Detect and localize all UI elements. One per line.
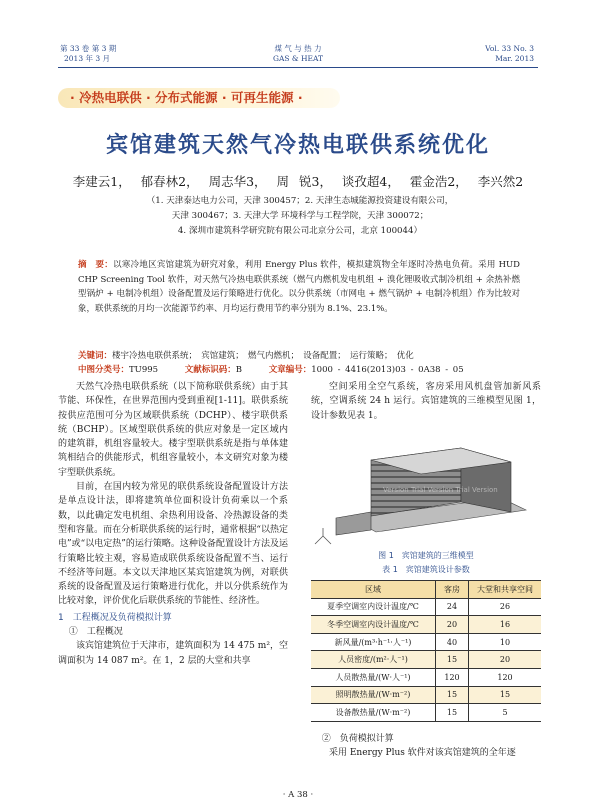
body-paragraph: 空间采用全空气系统，客房采用风机盘管加新风系统，空调系统 24 h 运行。宾馆建筑的三维模型见图 1，设计参数见表 1。	[311, 382, 541, 421]
body-paragraph: 天然气冷热电联供系统（以下简称联供系统）由于其节能、环保性，在世界范围内受到重视[1-11]。联供系统按供应范围可分为区域联供系统（DCHP）、楼宇联供系统（BCHP）。区域型联供系统的供应对象是一定区域内的建筑群，机组容量较大。楼宇型联供系统是指与单体建筑相结合的供能形式，机组容量较小，本文研究对象为楼宇型联供系统。	[58, 382, 288, 478]
table-row	[311, 686, 541, 704]
subsection-heading: ② 负荷模拟计算	[321, 734, 394, 744]
table-cell: 16	[469, 616, 542, 634]
table-row	[311, 668, 541, 686]
subsection-heading: ① 工程概况	[68, 627, 123, 638]
volume-issue: 第 33 卷 第 3 期	[60, 44, 117, 53]
table-cell: 人员密度/(m²·人⁻¹)	[311, 651, 436, 669]
keywords-line	[78, 349, 520, 363]
affiliation-line: 4. 深圳市建筑科学研究院有限公司北京分公司，北京 100044）	[177, 226, 423, 236]
table-cell: 15	[436, 651, 469, 669]
table-cell: 20	[436, 616, 469, 634]
page-number: · A 38 ·	[282, 790, 314, 800]
design-parameters-table	[311, 580, 541, 722]
section-banner: · 冷热电联供 · 分布式能源 · 可再生能源 ·	[58, 88, 340, 108]
figure-caption: 图 1 宾馆建筑的三维模型	[378, 551, 474, 560]
article-number-value: 1000 - 4416(2013)03 - 0A38 - 05	[311, 365, 464, 375]
table-row	[311, 598, 541, 616]
right-column-bottom	[311, 732, 541, 761]
right-column-top	[311, 380, 541, 423]
table-cell: 10	[469, 633, 542, 651]
table-cell: 人员散热量/(W·人⁻¹)	[311, 668, 436, 686]
table-row	[311, 651, 541, 669]
table-header-row	[311, 581, 541, 599]
building-3d-model	[311, 440, 541, 548]
section-heading: 1 工程概况及负荷模拟计算	[58, 612, 172, 623]
table-cell: 40	[436, 633, 469, 651]
table-cell: 设备散热量/(W·m⁻²)	[311, 704, 436, 722]
issue-date-en: Mar. 2013	[495, 54, 534, 63]
table-header-cell: 大堂和共享空间	[469, 581, 542, 599]
table-row	[311, 704, 541, 722]
keywords-text: 楼宇冷热电联供系统； 宾馆建筑； 燃气内燃机； 设备配置； 运行策略； 优化	[112, 351, 414, 361]
doc-code-label: 文献标识码：	[184, 365, 236, 375]
table-caption: 表 1 宾馆建筑设计参数	[382, 565, 470, 574]
table-cell: 24	[436, 598, 469, 616]
table-cell: 120	[436, 668, 469, 686]
abstract	[78, 258, 520, 316]
issue-date: 2013 年 3 月	[64, 54, 111, 63]
body-paragraph: 采用 Energy Plus 软件对该宾馆建筑的全年逐	[329, 748, 516, 759]
clc-label: 中图分类号：	[78, 365, 130, 375]
table-cell: 5	[469, 704, 542, 722]
header-rule	[58, 67, 538, 68]
doc-code-value: B	[235, 365, 243, 375]
journal-name-cn: 煤 气 与 热 力	[274, 44, 322, 53]
affiliations	[70, 194, 530, 239]
affiliation-line: 天津 300467；3. 天津大学 环境科学与工程学院，天津 300072；	[171, 211, 429, 221]
classification-line	[78, 363, 520, 377]
clc-value: TU995	[129, 365, 159, 375]
table-cell: 15	[436, 686, 469, 704]
table-row	[311, 633, 541, 651]
table-cell: 15	[469, 686, 542, 704]
table-header-cell: 客房	[436, 581, 469, 599]
keywords-label: 关键词：	[78, 351, 113, 361]
table-cell: 新风量/(m³·h⁻¹·人⁻¹)	[311, 633, 436, 651]
table-header-cell: 区域	[311, 581, 436, 599]
table-cell: 20	[469, 651, 542, 669]
journal-name-en: GAS & HEAT	[272, 54, 323, 63]
left-column	[58, 380, 288, 668]
figure-watermark: Version Trial Version Trial Version	[383, 486, 498, 494]
volume-issue-en: Vol. 33 No. 3	[485, 44, 534, 53]
article-meta	[78, 349, 520, 377]
body-paragraph: 该宾馆建筑位于天津市，建筑面积为 14 475 m²，空调面积为 14 087 m²。在 1，2 层的大堂和共享	[58, 641, 288, 666]
table-row	[311, 616, 541, 634]
building-3d-figure	[311, 440, 541, 548]
table-cell: 120	[469, 668, 542, 686]
table-cell: 26	[469, 598, 542, 616]
author-list: 李建云1， 郁春林2， 周志华3， 周 锐3， 谈孜超4， 霍金浩2， 李兴然2	[72, 174, 524, 189]
affiliation-line: （1. 天津泰达电力公司，天津 300457；2. 天津生态城能源投资建设有限公司，	[146, 196, 454, 206]
body-paragraph: 目前，在国内较为常见的联供系统设备配置设计方法是单点设计法，即将建筑单位面积设计负荷乘以一个系数，以此确定发电机组、余热利用设备、冷热源设备的类型和容量。而在分析联供系统的运行时，通常根据“以热定电”或“以电定热”的运行策略。这种设备配置设计方法及运行策略比较主观，容易造成联供系统设备配置不当、运行不经济等问题。本文以天津地区某宾馆建筑为例，对联供系统的设备配置及运行策略进行优化，并以分供系统作为比较对象，评价优化后联供系统的节能性、经济性。	[58, 482, 288, 607]
article-number-label: 文章编号：	[268, 365, 312, 375]
table-cell: 15	[436, 704, 469, 722]
article-title: 宾馆建筑天然气冷热电联供系统优化	[105, 132, 490, 158]
table-cell: 夏季空调室内设计温度/℃	[311, 598, 436, 616]
header-right	[485, 44, 534, 64]
abstract-label: 摘 要：	[78, 260, 114, 270]
table-cell: 冬季空调室内设计温度/℃	[311, 616, 436, 634]
abstract-text: 以寒冷地区宾馆建筑为研究对象，利用 Energy Plus 软件，模拟建筑物全年逐时冷热电负荷。采用 HUD CHP Screening Tool 软件，对天然气冷热电联供系统（燃气内燃机发电机组 + 溴化锂吸收式制冷机组 + 余热补燃型锅炉 + 电制冷机组）设备配置及运行策略进行优化。以分供系统（市网电 + 燃气锅炉 + 电制冷机组）作为比较对象，联供系统的月均一次能源节约率、月均运行费用节约率分别为 8.1%、23.1%。	[78, 260, 520, 314]
table-cell: 照明散热量/(W·m⁻²)	[311, 686, 436, 704]
